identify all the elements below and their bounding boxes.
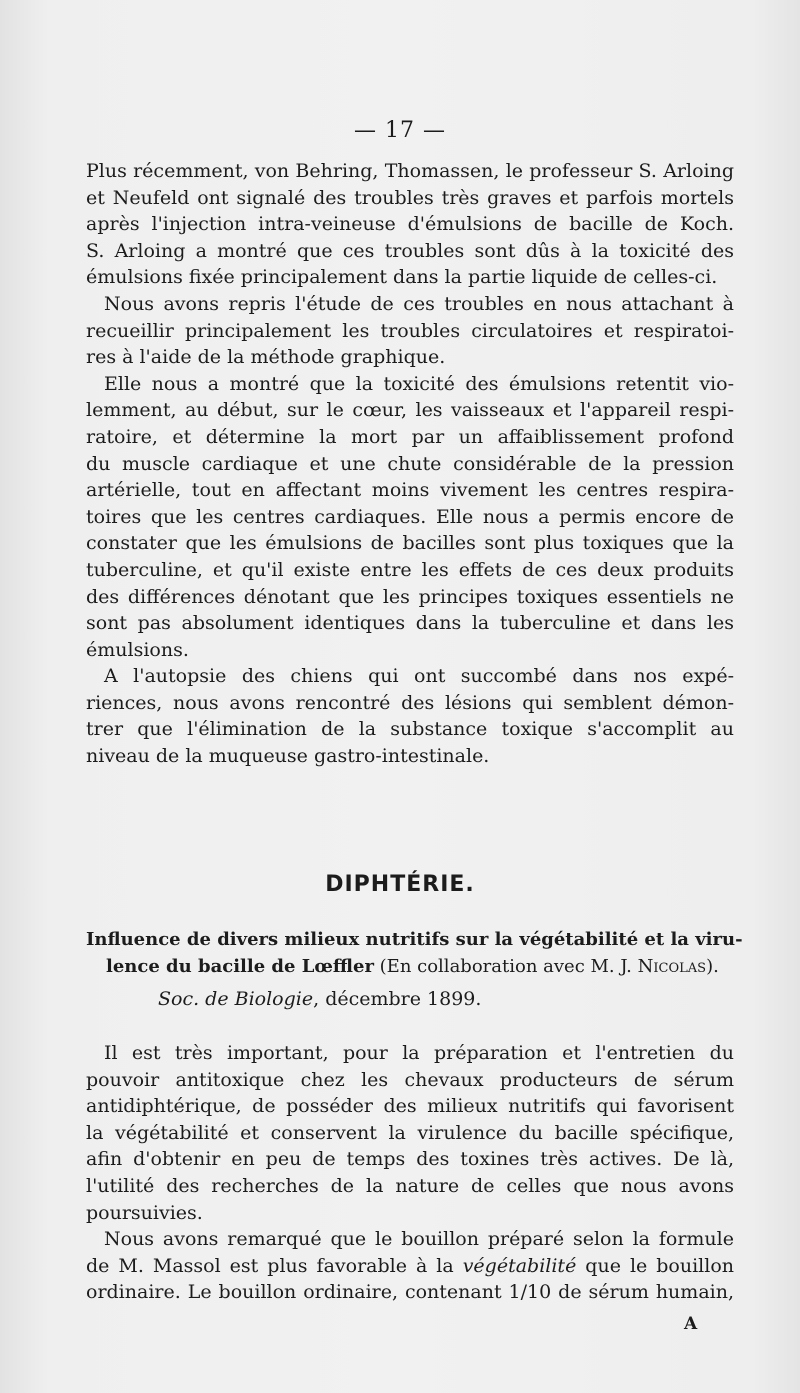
- paragraph-3: [86, 371, 734, 664]
- text-fragment: que le bouillon: [576, 1254, 735, 1277]
- text-line: des différences dénotant que les principes toxiques essentiels ne: [86, 585, 734, 608]
- text-line: du muscle cardiaque et une chute considérable de la pression: [86, 452, 734, 475]
- text-line: A l'autopsie des chiens qui ont succombé dans nos expé-: [104, 665, 734, 688]
- text-line: ordinaire. Le bouillon ordinaire, contenant 1/10 de sérum humain,: [86, 1281, 734, 1304]
- text-line: Il est très important, pour la préparation et l'entretien du: [104, 1042, 734, 1064]
- text-line: et Neufeld ont signalé des troubles très graves et parfois mortels: [86, 186, 734, 209]
- text-line: Nous avons remarqué que le bouillon préparé selon la formule: [104, 1228, 734, 1251]
- subtitle-author: Nicolas: [637, 956, 707, 977]
- text-line: Nous avons repris l'étude de ces troubles en nous attachant à: [104, 292, 734, 315]
- text-line: Elle nous a montré que la toxicité des émulsions retentit vio-: [104, 372, 734, 395]
- paragraph-6: [86, 1226, 734, 1306]
- paragraph-5: [86, 1040, 734, 1226]
- text-line: poursuivies.: [86, 1201, 203, 1224]
- text-line: toires que les centres cardiaques. Elle nous a permis encore de: [86, 505, 734, 528]
- journal-name: Soc. de Biologie: [158, 988, 314, 1010]
- text-line: recueillir principalement les troubles circulatoires et respiratoi-: [86, 319, 734, 342]
- paragraph-1: [86, 158, 734, 291]
- publication-source: [158, 988, 481, 1010]
- subtitle-line: [86, 953, 734, 980]
- publication-date: , décembre 1899.: [313, 988, 482, 1010]
- text-line: la végétabilité et conservent la virulence du bacille spécifique,: [86, 1121, 734, 1144]
- text-line: émulsions fixée principalement dans la partie liquide de celles-ci.: [86, 266, 718, 289]
- subtitle-bold-2: lence du bacille de Lœffler: [106, 956, 374, 977]
- article-subtitle: [86, 926, 743, 980]
- text-line: après l'injection intra-veineuse d'émulsions de bacille de Koch.: [86, 213, 734, 236]
- text-line: afin d'obtenir en peu de temps des toxines très actives. De là,: [86, 1148, 734, 1171]
- text-line: l'utilité des recherches de la nature de celles que nous avons: [86, 1174, 734, 1197]
- subtitle-bold-1: Influence de divers milieux nutritifs sur la végétabilité et la viru-: [86, 929, 743, 950]
- subtitle-collab: (En collaboration avec M. J.: [373, 956, 638, 977]
- text-fragment: de M. Massol est plus favorable à la: [86, 1254, 463, 1277]
- text-line: riences, nous avons rencontré des lésions qui semblent démon-: [86, 691, 734, 714]
- text-line: tuberculine, et qu'il existe entre les effets de ces deux produits: [86, 558, 734, 581]
- text-line: antidiphtérique, de posséder des milieux nutritifs qui favorisent: [86, 1095, 734, 1118]
- paragraph-2: [86, 291, 734, 371]
- body-text-top: [86, 158, 734, 770]
- text-line: Plus récemment, von Behring, Thomassen, le professeur S. Arloing: [86, 160, 734, 182]
- text-line: S. Arloing a montré que ces troubles sont dûs à la toxicité des: [86, 239, 734, 262]
- text-line: niveau de la muqueuse gastro-intestinale.: [86, 745, 490, 768]
- page-number: — 17 —: [354, 118, 446, 143]
- text-line: pouvoir antitoxique chez les chevaux producteurs de sérum: [86, 1068, 734, 1091]
- signature-mark: A: [684, 1314, 698, 1334]
- text-line: res à l'aide de la méthode graphique.: [86, 346, 446, 369]
- paragraph-4: [86, 663, 734, 769]
- section-title: DIPHTÉRIE.: [325, 872, 475, 897]
- text-line: lemment, au début, sur le cœur, les vaisseaux et l'appareil respi-: [86, 399, 734, 422]
- subtitle-line: [86, 926, 743, 953]
- text-line: sont pas absolument identiques dans la tuberculine et dans les: [86, 612, 734, 635]
- emphasis-vegetabilite: végétabilité: [462, 1254, 577, 1277]
- text-line: émulsions.: [86, 638, 189, 661]
- text-line: constater que les émulsions de bacilles sont plus toxiques que la: [86, 532, 734, 555]
- body-text-bottom: [86, 1040, 734, 1306]
- text-line: artérielle, tout en affectant moins vivement les centres respira-: [86, 479, 734, 502]
- subtitle-end: ).: [706, 956, 719, 977]
- text-line: ratoire, et détermine la mort par un affaiblissement profond: [86, 425, 734, 448]
- text-line: trer que l'élimination de la substance toxique s'accomplit au: [86, 718, 734, 741]
- text-line: [86, 1253, 734, 1280]
